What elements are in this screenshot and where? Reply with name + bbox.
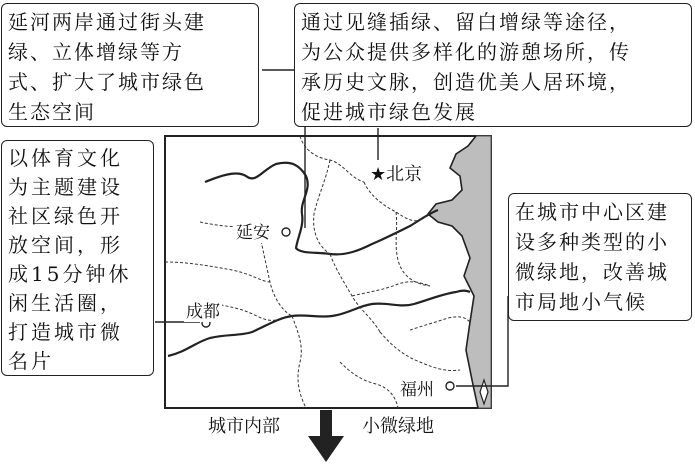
fuzhou-marker: [446, 382, 454, 390]
fuzhou-label: 福州: [398, 375, 436, 400]
callout-yanan: 延河两岸通过街头建 绿、立体增绿等方 式、扩大了城市绿色 生态空间: [1, 3, 259, 127]
beijing-label: [368, 160, 424, 186]
beijing-name: 北京: [386, 164, 423, 185]
capital-star-icon: ★: [370, 164, 387, 185]
chengdu-label: 成都: [184, 297, 222, 322]
callout-chengdu: 以体育文化 为主题建设 社区绿色开 放空间，形 成15分钟休 闲生活圈， 打造城市微 名片: [1, 140, 154, 376]
callout-fuzhou: 在城市中心区建 设多种类型的小 微绿地，改善城 市局地小气候: [508, 193, 692, 321]
flow-right-label: 小微绿地: [362, 416, 434, 437]
yanan-marker: [282, 228, 290, 236]
yanan-label: 延安: [234, 218, 272, 243]
flow-left-label: 城市内部: [208, 416, 280, 437]
callout-beijing: 通过见缝插绿、留白增绿等途径， 为公众提供多样化的游憩场所，传 承历史文脉，创造优美人居环境， 促进城市绿色发展: [294, 3, 692, 127]
down-arrow: [308, 410, 344, 462]
map-frame: [165, 136, 491, 408]
